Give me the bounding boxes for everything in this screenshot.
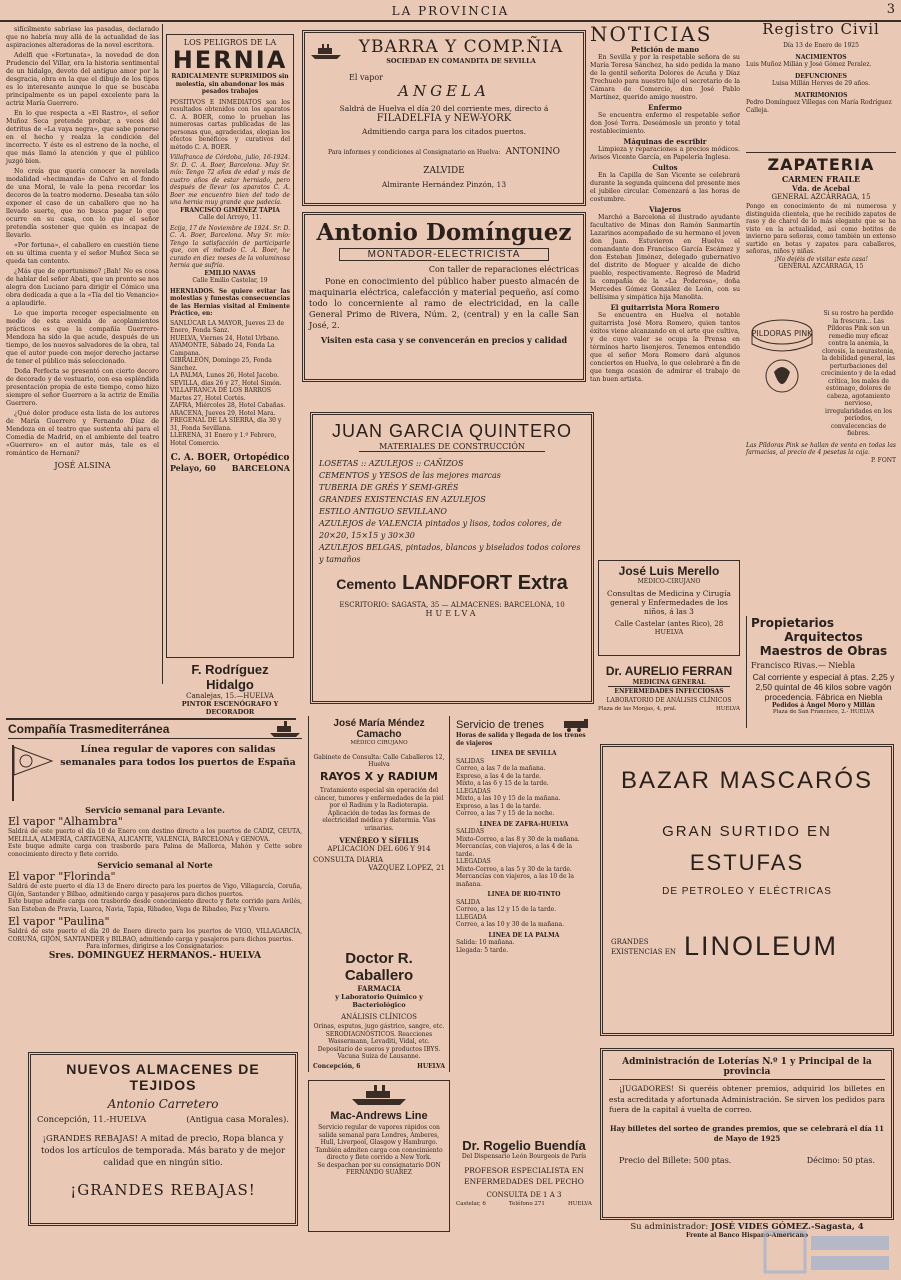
pink-note: Las Píldoras Pink se hallan de venta en todas las farmacias, al precio de 4 pesetas la caja. — [746, 441, 896, 456]
loterias-decimo: Décimo: 50 ptas. — [806, 1155, 875, 1165]
list-item: SEVILLA, días 26 y 27, Hotel Simón. — [170, 379, 282, 387]
macandrews-title: Mac-Andrews Line — [330, 1110, 428, 1122]
hernia-letter-addr: Calle del Arroyo, 11. — [198, 214, 262, 221]
list-item: Mixto, a las 6 y 15 de la tarde. — [456, 780, 549, 787]
list-item: Llegada: 5 tarde. — [456, 946, 509, 954]
trenes-ad — [454, 716, 594, 1136]
transmed-s2-note: Este buque admite carga con trasbordo desde conocimiento directo y flete corrido para Avilés, San Esteban de Pravia, Luarca, Navia, Tapia, Ribadeo, Vega de Ribadeo, Foz y Vivero. — [8, 898, 302, 913]
list-item: FREGENAL DE LA SIERRA, día 30 y 31, Fonda Sevillana. — [170, 417, 282, 432]
almacenes-addr: Concepción, 11.-HUELVA — [37, 1115, 147, 1125]
hernia-letter: Villafranca de Córdoba, julio, 16-1924. Sr. D. C. A. Boer, Barcelona. Muy Sr. mío: Tengo 72 años de edad y más de cuatro años de estar herniado, pero después de llevar los aparatos C. A. Boer me encuentro bien del todo de una hernia muy grande que padecía. — [170, 154, 290, 206]
train-icon — [562, 718, 592, 732]
list-item: SALIDAS — [456, 828, 485, 835]
zapateria-addr: GENERAL AZCÁRRAGA, 15 — [771, 193, 871, 201]
dominguez-title: Antonio Domínguez — [316, 219, 572, 246]
news-head: Petición de mano — [630, 45, 700, 54]
maestros-title3: Maestros de Obras — [759, 644, 888, 658]
trenes-line-head: LINEA DE RIO-TINTO — [487, 891, 561, 898]
dominguez-taller: Con taller de reparaciones eléctricas — [428, 265, 579, 274]
almacenes-owner: Antonio Carretero — [107, 1097, 219, 1111]
registro-def-head: DEFUNCIONES — [795, 72, 847, 80]
caballero-addr: Concepción, 6 — [313, 1062, 361, 1070]
ferran-ad — [598, 664, 740, 726]
zapateria-owner: CARMEN FRAILE — [781, 174, 861, 184]
hernia-body: POSITIVOS E INMEDIATOS son los resultados obtenidos con los aparatos C. A. BOER, como lo prueban las numerosas cartas publicadas de las personas que, agradecidas, elogian los efectos benéficos y curativos del método C. A. BOER. — [170, 98, 290, 151]
transmed-s1-note: Este buque admite carga con trasbordo para Palma de Mallorca, Mahón y Cette sobre conocimiento directo y flete corrido. — [8, 843, 302, 858]
camacho-rayos: RAYOS X y RADIUM — [319, 770, 438, 783]
ybarra-title: YBARRA Y COMP.ÑIA — [358, 37, 564, 57]
ferran-lab: LABORATORIO DE ANÁLISIS CLÍNICOS — [606, 697, 732, 704]
ship-icon — [268, 720, 302, 738]
loterias-frente: Frente al Banco Hispano-Americano — [686, 1232, 808, 1239]
transmed-s1-head: Servicio semanal para Levante. — [85, 805, 225, 815]
camacho-venereo: VENÉREO Y SÍFILIS — [339, 836, 419, 845]
trenes-section — [456, 750, 592, 818]
ybarra-ship: ANGELA — [398, 82, 490, 100]
article-paragraph: En lo que respecta a «El Rastro», el señor Muñoz Seca pretende probar, a veces del detritus de «La vaya negra», que sabe ponerse en el hecho y realza la condición del incorrecto. Y éste es el estreno de la noche, el que más llamó la atención y que el público juzgó bien. — [6, 110, 159, 165]
list-item: GRANDES EXISTENCIAS EN AZULEJOS — [319, 495, 486, 504]
dominguez-visit: Visiten esta casa y se convencerán en precios y calidad — [320, 335, 568, 345]
ferran-sub1: MEDICINA GENERAL — [608, 679, 730, 687]
list-item: Correo, a las 10 y 30 de la mañana. — [456, 921, 565, 928]
news-body: Se encuentra en Huelva el notable guitarrista José Mora Romero, quien tantos éxitos viene alcanzando en el arte que cultiva, y de cuyo valer se ocupa la Prensa en términos harto lisonjeros. Tenemos entendido que el señor Mora Romero dará algunos conciertos en Huelva, lo que celebraré a fin de que tenga ocasión de admirar el trabajo de tan buen artista. — [590, 312, 740, 383]
list-item: Mercancías, con viajeros, a las 4 de la tarde. — [456, 843, 573, 858]
hernia-footer-city: BARCELONA — [231, 463, 290, 473]
loterias-ad — [600, 1048, 894, 1220]
transmed-s2-head: Servicio semanal al Norte — [97, 860, 213, 870]
camacho-aplicacion: APLICACIÓN DEL 606 Y 914 — [327, 845, 431, 853]
merello-body: Consultas de Medicina y Cirugía general y Enfermedades de los niños, á las 3 — [607, 589, 731, 616]
list-item: AZULEJOS de VALENCIA pintados y lisos, todos colores, de 20×20, 15×15 y 30×30 — [319, 519, 562, 540]
article-signature: JOSÉ ALSINA — [54, 461, 111, 470]
registro-def: Luisa Millán Herves de 29 años. — [771, 80, 871, 87]
macandrews-agent: FERNANDO SUAREZ — [346, 1169, 412, 1176]
camacho-title: José María Méndez Camacho — [333, 718, 425, 740]
transmed-s3-ship: El vapor "Paulina" — [8, 915, 110, 928]
buendia-title: Dr. Rogelio Buendía — [462, 1138, 586, 1153]
zapateria-owner-sub: Vda. de Acebal — [792, 184, 850, 193]
merello-ad — [598, 560, 740, 656]
almacenes-footer: ¡GRANDES REBAJAS! — [70, 1181, 256, 1199]
registro-mat: Pedro Domínguez Villegas con María Rodríguez Calleja. — [746, 99, 892, 114]
zapateria-addr2: GENERAL AZCÁRRAGA, 15 — [778, 263, 864, 270]
pill-box-illustration — [746, 310, 818, 396]
bazar-title: BAZAR MASCARÓS — [620, 767, 874, 794]
library-stamp-icon — [763, 1230, 893, 1274]
registro-nac-head: NACIMIENTOS — [795, 53, 847, 61]
list-item: SALIDAS — [456, 757, 485, 765]
trenes-line-head: LINEA DE SEVILLA — [491, 750, 557, 757]
list-item: AYAMONTE, Sábado 24, Fonda La Campana. — [170, 342, 275, 357]
merello-title: José Luis Merello — [618, 564, 720, 578]
caballero-sub: FARMACIA — [357, 984, 401, 993]
hernia-letter-name: EMILIO NAVAS — [204, 269, 256, 277]
maestros-addr: Plaza de San Francisco, 2.- HUELVA — [772, 709, 875, 715]
buendia-ad — [454, 1136, 594, 1268]
hernia-footer-addr: Pelayo, 60 — [170, 463, 216, 473]
bazar-l2: ESTUFAS — [689, 850, 805, 875]
loterias-precio: Precio del Billete: 500 ptas. — [619, 1155, 732, 1165]
list-item: LLERENA, 31 Enero y 1.º Febrero, Hotel Comercio. — [170, 432, 277, 447]
pink-sign: P. FONT — [871, 456, 896, 464]
news-head: Máquinas de escribir — [623, 137, 707, 146]
transmed-s3-body: Saldrá de este puerto el día 20 de Enero directo para los puertos de VIGO, VILLAGARCÍA, CORUÑA, GIJÓN, SANTANDER y BILBAO, admitiendo carga y pasajeros para dichos puertos. — [8, 928, 302, 943]
ferran-addr: Plaza de las Monjas, 4, pral. — [598, 706, 677, 712]
ybarra-ad — [302, 30, 586, 206]
page-header — [0, 0, 901, 22]
caballero-city: HUELVA — [417, 1062, 445, 1070]
camacho-info: Gabinete de Consulta: Calle Caballeros 12, Huelva — [313, 754, 445, 768]
ship-icon — [309, 42, 343, 60]
buendia-phone: Teléfono 271 — [508, 1200, 545, 1207]
list-item: Mercancías con viajeros, a las 10 de la mañana. — [456, 873, 574, 888]
pink-intro: Si su rostro ha perdido la frescura... Las Píldoras Pink son un remedio muy eficaz contra la anemia, la clorosis, la neurastenia, la debilidad general, las perturbaciones del crecimiento y de la edad crítica, los males de estómago, dolores de cabeza, agotamiento nervioso, irregularidades en los períodos, convalecencias de fiebres. — [821, 310, 896, 437]
list-item: Correo, a las 7 y 15 de la noche. — [456, 810, 555, 817]
list-item: AZULEJOS BELGAS, pintados, blancos y biselados todos colores y tamaños — [319, 543, 581, 564]
news-body: En Sevilla y por la respetable señora de su María Teresa Sánchez, ha sido pedida la mano de la gentil señorita Dolores de Acuña y Díaz Trechuelo para nuestro hijo el secretario de la Cámara de Comercio, don José Pablo Martínez, querido amigo nuestro. — [590, 54, 740, 101]
registro-nac: Luis Muñoz Millán y José Gómez Peralez. — [746, 61, 872, 68]
macandrews-ad — [308, 1080, 450, 1232]
registro-mat-head: MATRIMONIOS — [794, 91, 848, 99]
almacenes-ad — [28, 1052, 298, 1226]
noticias-title: NOTICIAS — [590, 22, 713, 46]
quintero-brand: LANDFORT Extra — [402, 572, 568, 594]
bazar-l3: DE PETROLEO Y ELÉCTRICAS — [662, 886, 832, 897]
trenes-section — [456, 891, 592, 929]
caballero-body: Orinas, esputos, jugo gástrico, sangre, etc. SERODIAGNÓSTICOS. Reacciones Wassermann, Levaditi, Vidal, etc. Depositario de sueros y productos IBYS. Vacuna Suiza de Lausanne. — [313, 1023, 445, 1060]
news-body: Marchó a Barcelona el ilustrado ayudante facultativo de Minas don Ramón Sanmartín Lazarinos acompañado de su hermano el joven don Juan. Estuvieron en Huelva el comandante don Francisco García Escámez y don Esteban Jiménez, delegado gubernativo del distrito de Moguer y alcalde de dicho pueblo, respectivamente. Regresó de Madrid la compañía de la «La Poderosa», doña Mercedes Gómez González de León, con su bellísima y simpática hija Manolita. — [590, 214, 740, 301]
article-paragraph: Adelfi que «Fortunata», la novedad de don Prudencio del Villar, era la historia sentimental de un hidalgo, devoto del antiguo amor por la desgracia, obra en la que el dibujo de los tipos es lo interesante aunque lo que se buscaba principalmente es un papel excelente para la actriz María Guerrero. — [6, 52, 159, 107]
quintero-title: JUAN GARCIA QUINTERO — [331, 421, 573, 441]
ybarra-subtitle: SOCIEDAD EN COMANDITA DE SEVILLA — [386, 57, 536, 65]
page-number: 3 — [886, 2, 895, 17]
quintero-sub: MATERIALES DE CONSTRUCCIÓN — [359, 442, 545, 452]
hernia-head: LOS PELIGROS DE LA — [183, 38, 277, 47]
macandrews-body: Servicio regular de vapores rápidos con salida semanal para Londres, Amberes, Hull, Liverpool, Glasgow y Hamburgo. También admiten carga con conocimiento directo y flete corrido a New York. — [315, 1124, 443, 1161]
news-body: Limpieza y reparaciones a precios módicos. Avisos Vicente García, en Papelería Inglesa. — [590, 146, 740, 161]
almacenes-title: NUEVOS ALMACENES DE TEJIDOS — [66, 1061, 260, 1093]
caballero-ad — [308, 948, 450, 1072]
list-item: VILLAFRANCA DE LOS BARROS Martes 27, Hotel Cortés. — [170, 387, 271, 402]
dominguez-body: Pone en conocimiento del público haber puesto almacén de maquinaria eléctrica, calefacción y material pequeño, así como todo lo concerniente al ramo de electricidad, en la calle General Primo de Rivera, Núm. 2, (central) y en la calle San José, 2. — [309, 276, 579, 330]
hernia-title: HERNIA — [172, 46, 288, 74]
list-item: LA PALMA, Lunes 26, Hotel Jacobo. — [170, 372, 279, 379]
company-flag-icon — [8, 743, 54, 803]
news-body: En la Capilla de San Vicente se celebrará durante la segunda quincena del presente mes el jubileo circular. Comenzará a las horas de costumbre. — [590, 172, 740, 203]
merello-addr: Calle Castelar (antes Rico), 28 — [614, 620, 724, 628]
list-item: SANLÚCAR LA MAYOR, Jueves 23 de Enero, Fonda Sanz. — [170, 319, 285, 334]
article-column — [6, 26, 159, 694]
camacho-ad — [308, 716, 450, 948]
noticias-column — [590, 22, 740, 556]
camacho-body: Tratamiento especial sin operación del cáncer, tumores y enfermedades de la piel por el Radium y la Radioterapia. Aplicación de todas las formas de electricidad médica y diatermia. Vías urinarias. — [314, 787, 444, 832]
zapateria-note: ¡No dejéis de visitar esta casa! — [774, 255, 868, 263]
caballero-analisis: ANÁLISIS CLÍNICOS — [341, 1013, 417, 1021]
trenes-title: Servicio de trenes — [456, 719, 545, 731]
ybarra-destination: FILADELFIA y NEW-YORK — [376, 113, 512, 124]
transmed-intro: Línea regular de vapores con salidas semanales para todos los puertos de España — [60, 744, 296, 768]
registro-date: Día 13 de Enero de 1925 — [783, 42, 859, 49]
dominguez-ad — [302, 212, 586, 382]
caballero-lab: y Laboratorio Químico y Bacteriológico — [335, 993, 423, 1009]
loterias-admin: JOSÉ VIDES GÓMEZ.-Sagasta, 4 — [710, 1222, 864, 1232]
transmed-title: Compañía Trasmediterránea — [8, 722, 170, 736]
buendia-prof: PROFESOR ESPECIALISTA EN ENFERMEDADES DEL PECHO — [464, 1165, 584, 1186]
quintero-ad — [310, 412, 594, 704]
news-body: Se encuentra enfermo el respetable señor don José Torra. Deseámosle un pronto y total restablecimiento. — [590, 112, 740, 135]
ybarra-agent: ANTONINO ZALVIDE — [423, 147, 561, 176]
list-item: SALIDA — [456, 898, 480, 906]
maestros-title1: Propietarios — [751, 616, 835, 630]
loterias-title: Administración de Loterías N.º 1 y Principal de la provincia — [609, 1057, 885, 1080]
hernia-footer-name: C. A. BOER, Ortopédico — [170, 453, 290, 463]
trenes-sub: Horas de salida y llegada de los trenes de viajeros — [456, 732, 586, 747]
ferran-city: HUELVA — [715, 706, 740, 712]
buendia-addr: Castelar, 6 — [456, 1200, 486, 1207]
maestros-ad — [746, 616, 896, 728]
news-head: Enfermo — [648, 103, 682, 112]
ybarra-agent-label: Para informes y condiciones al Consignatario en Huelva: — [327, 149, 501, 156]
quintero-city: HUELVA — [425, 609, 479, 618]
ferran-sub2: ENFERMEDADES INFECCIOSAS — [614, 688, 724, 695]
article-paragraph: ¿Qué dolor produce esta lista de los autores de María Guerrero y Fernando Díaz de Mendoza en el teatro que sustenta ahí para el Comedia de Madrid, en el ambiente del teatro «Guerrero» en el autor más, tale es el romántico de Hernani? — [6, 410, 159, 457]
transmed-s2-body: Saldrá de este puerto el día 13 de Enero directo para los puertos de Vigo, Villagarcía, Coruña, Gijón, Santander y Bilbao, admitiendo carga y pasajeros para dichos puertos. — [8, 883, 302, 898]
bazar-l4b: EXISTENCIAS EN — [611, 947, 676, 956]
list-item: ESTILO ANTIGUO SEVILLANO — [319, 507, 447, 516]
buendia-consulta: CONSULTA DE 1 A 3 — [486, 1190, 562, 1199]
camacho-addr: VAZQUEZ LOPEZ, 21 — [368, 864, 445, 872]
ybarra-addr: Almirante Hernández Pinzón, 13 — [381, 180, 507, 189]
list-item: Mixto, a las 10 y 15 de la mañana. — [456, 795, 561, 802]
column-divider — [162, 24, 163, 684]
hernia-visit-list — [170, 320, 290, 448]
list-item: Expreso, a las 4 de la tarde. — [456, 772, 542, 780]
transmed-agent-label: Para informes, dirigirse a los Consignatarios: — [86, 943, 224, 950]
list-item: Expreso, a las 1 de la tarde. — [456, 802, 542, 810]
almacenes-rebajas: ¡GRANDES REBAJAS! A mitad de precio, Ropa blanca y todos los artículos de temporada. Más barato y de mejor calidad que en ningún sitio. — [40, 1134, 286, 1168]
list-item: LLEGADAS — [456, 858, 491, 865]
newspaper-title: LA PROVINCIA — [391, 4, 510, 18]
article-paragraph: Lo que importa recoger especialmente en medio de esta avenida de acoplamientos prácticos es que la compañía Guerrero-Mendoza ha sido la que acude, después de un tiempo, de los nuevos salvadores de la obra, tal que el autor puede con mejor derecho jactarse de tener el público más seleccionado. — [6, 310, 159, 365]
trasmediterranea-ad — [8, 720, 302, 1012]
buendia-city: HUELVA — [567, 1200, 592, 1207]
registro-civil — [746, 20, 896, 152]
ybarra-line1: Saldrá de Huelva el día 20 del corriente mes, directo á — [339, 104, 549, 113]
list-item: Correo, a las 7 de la mañana. — [456, 765, 546, 772]
list-item: Mixto-Correo, a las 8 y 30 de la mañana. — [456, 835, 580, 843]
loterias-jug: ¡JUGADORES! Si queréis obtener premios, adquirid los billetes en esta acreditada y afortunada Administración. Se sirven los pedidos para fuera de la capital á vuelta de correo. — [609, 1084, 885, 1114]
list-item: ZAFRA, Miércoles 28, Hotel Cabañas. — [170, 402, 286, 409]
hidalgo-sub: PINTOR ESCENÓGRAFO Y DECORADOR — [181, 700, 279, 716]
maestros-pedidos: Pedidos á Ángel Moro y Millán — [772, 702, 875, 709]
maestros-body: Cal corriente y especial á ptas. 2,25 y 2,50 quintal de 46 kilos sobre vagón procedencia. Fábrica en Niebla — [752, 672, 895, 702]
hernia-ad — [166, 34, 294, 658]
bazar-l1: GRAN SURTIDO EN — [662, 823, 832, 840]
pill-box-label: PILDORAS PINK — [751, 329, 813, 338]
hidalgo-ad — [166, 662, 294, 716]
maestros-title2: Arquitectos — [784, 630, 863, 644]
registro-title: Registro Civil — [762, 20, 880, 38]
bazar-l4a: GRANDES — [611, 937, 649, 946]
list-item: LOSETAS :: AZULEJOS :: CAÑIZOS — [319, 459, 464, 468]
camacho-consulta: CONSULTA DIARIA — [313, 856, 384, 864]
news-head: El guitarrista Mora Romero — [610, 303, 720, 312]
zapateria-ad — [746, 152, 896, 306]
list-item: LLEGADA — [456, 913, 487, 921]
loterias-admin-label: Su administrador: — [630, 1222, 709, 1232]
ybarra-vapor-label: El vapor — [349, 73, 383, 82]
hernia-letter-addr: Calle Emilio Castelar, 19 — [192, 277, 268, 284]
transmed-agent: Sres. DOMINGUEZ HERMANOS.- HUELVA — [48, 950, 262, 961]
list-item: Correo, a las 12 y 15 de la tarde. — [456, 906, 557, 913]
list-item: TUBERIA DE GRÉS Y SEMI-GRÉS — [319, 483, 459, 492]
list-item: HUELVA, Viernes 24, Hotel Urbano. — [170, 334, 280, 342]
list-item: ARACENA, Jueves 29, Hotel Mara. — [170, 409, 276, 417]
transmed-s2-ship: El vapor "Florinda" — [8, 870, 116, 883]
bazar-ad — [600, 744, 894, 1036]
camacho-sub: MÉDICO CIRUJANO — [350, 740, 408, 746]
zapateria-title: ZAPATERIA — [767, 155, 875, 174]
almacenes-note: (Antigua casa Morales). — [186, 1115, 289, 1125]
hidalgo-title: F. Rodríguez Hidalgo — [191, 662, 269, 692]
zapateria-body: Pongo en conocimiento de mi numerosa y distinguida clientela, que he recibido zapatos de raso y de charol de lo más elegante que se ha visto en la actualidad, así como botitos de invierno para señoras, como también un extenso surtido en botas y zapatos para caballeros, señoras, niños y niñas. — [746, 203, 896, 255]
list-item: GIBRALEÓN, Domingo 25, Fonda Sánchez. — [170, 357, 272, 372]
article-paragraph: «Por fortuna», el caballero en cuestión tiene en su última cuenta y el señor Muñoz Seca se queda tan contento. — [6, 242, 159, 265]
caballero-title: Doctor R. Caballero — [344, 950, 414, 984]
trenes-section — [456, 821, 592, 889]
article-paragraph: sifícilmente sabríase las pasadas, declarado que no habría muy allá de la actualidad de las aspiraciones alteradoras de la novel escritora. — [6, 26, 159, 49]
transmed-s1-body: Saldrá de este puerto el día 10 de Enero con destino directo a los puertos de CADIZ, CEUTA, MELILLA, ALMERÍA, CARTAGENA, ALICANTE, VALENCIA, BARCELONA y GENOVA. — [8, 828, 302, 843]
dominguez-sub: MONTADOR-ELECTRICISTA — [339, 248, 549, 261]
merello-city: HUELVA — [654, 628, 684, 636]
news-head: Cultos — [652, 163, 678, 172]
merello-sub: MÉDICO-CIRUJANO — [637, 578, 701, 585]
trenes-section — [456, 932, 592, 955]
macandrews-agent-label: Se despachan por su consignatario DON — [317, 1161, 441, 1169]
ferran-title: Dr. AURELIO FERRAN — [605, 664, 733, 678]
maestros-name: Francisco Rivas.— Niebla — [751, 661, 856, 670]
loterias-sorteo: Hay billetes del sorteo de grandes premios, que se celebrará el día 11 de Mayo de 1925 — [609, 1123, 884, 1143]
transmed-s1-ship: El vapor "Alhambra" — [8, 815, 123, 828]
quintero-office: ESCRITORIO: SAGASTA, 35 — ALMACENES: BARCELONA, 10 — [339, 601, 565, 609]
buendia-sub: Del Dispensario León Bourgeois de París — [461, 1153, 587, 1160]
hernia-letter: Ecija, 17 de Noviembre de 1924. Sr. D. C. A. Boer, Barcelona. Muy Sr. mío: Tengo la satisfacción de participarle que, con el método C. A. Boer, he curado en diez meses de la voluminosa hernia que sufría. — [170, 224, 290, 269]
list-item: Mixto-Correo, a las 5 y 30 de la tarde. — [456, 865, 572, 873]
list-item: Salida: 10 mañana. — [456, 939, 515, 946]
bazar-l4c: LINOLEUM — [684, 931, 839, 961]
ship-icon — [312, 1084, 446, 1106]
article-paragraph: ¿Más que de oportunismo? ¡Bah! No es cosa de hablar del señor Abati, que un pronto se nos alegra don Luciano para dirigir el Cómico una obra dedicada a que a la «Tía del tío Venancio» a aplaudirle. — [6, 268, 159, 307]
quintero-cemento: Cemento — [336, 576, 397, 592]
hernia-subtitle: RADICALMENTE SUPRIMIDOS sin molestia, sin abandonar los más pesados trabajos — [171, 73, 289, 95]
list-item: CEMENTOS y YESOS de las mejores marcas — [319, 471, 501, 480]
article-paragraph: No creía que quería conocer la novelada modalidad «hecimanda» de Calvo en el fondo de una Moral, le vale la pena recordar los decoros de la teatro moderno. Deseaba tan sólo exponer el caso de un caballero que no ha llevado suerte, que no busca pagar lo que ocurre en su casa, con lo que el señor pretendía sostener que quién es incapaz de llevarlo. — [6, 168, 159, 239]
article-paragraph: Doña Perfecta se presentó con cierto decoro de decorado y de vestuario, con esa espléndida presentación propia de este tiempo, como hizo siempre el señor Guerrero a la actriz de Emilia Guerrero. — [6, 368, 159, 407]
hidalgo-addr: Canalejas, 15.—HUELVA — [186, 692, 274, 700]
pink-pills-ad — [746, 310, 896, 600]
trenes-line-head: LINEA DE ZAFRA-HUELVA — [479, 820, 569, 828]
ybarra-line2: Admitiendo carga para los citados puertos. — [362, 127, 526, 136]
list-item: LLEGADAS — [456, 787, 491, 795]
hernia-letter-name: FRANCISCO GIMÉNEZ TAPIA — [180, 206, 280, 214]
hernia-herniados: HERNIADOS. Se quiere evitar las molestias y funestas consecuencias de las Hernias visitad al Eminente Práctico, en: — [170, 287, 290, 317]
trenes-line-head: LINEA DE LA PALMA — [488, 931, 560, 939]
news-head: Viajeros — [649, 205, 681, 214]
